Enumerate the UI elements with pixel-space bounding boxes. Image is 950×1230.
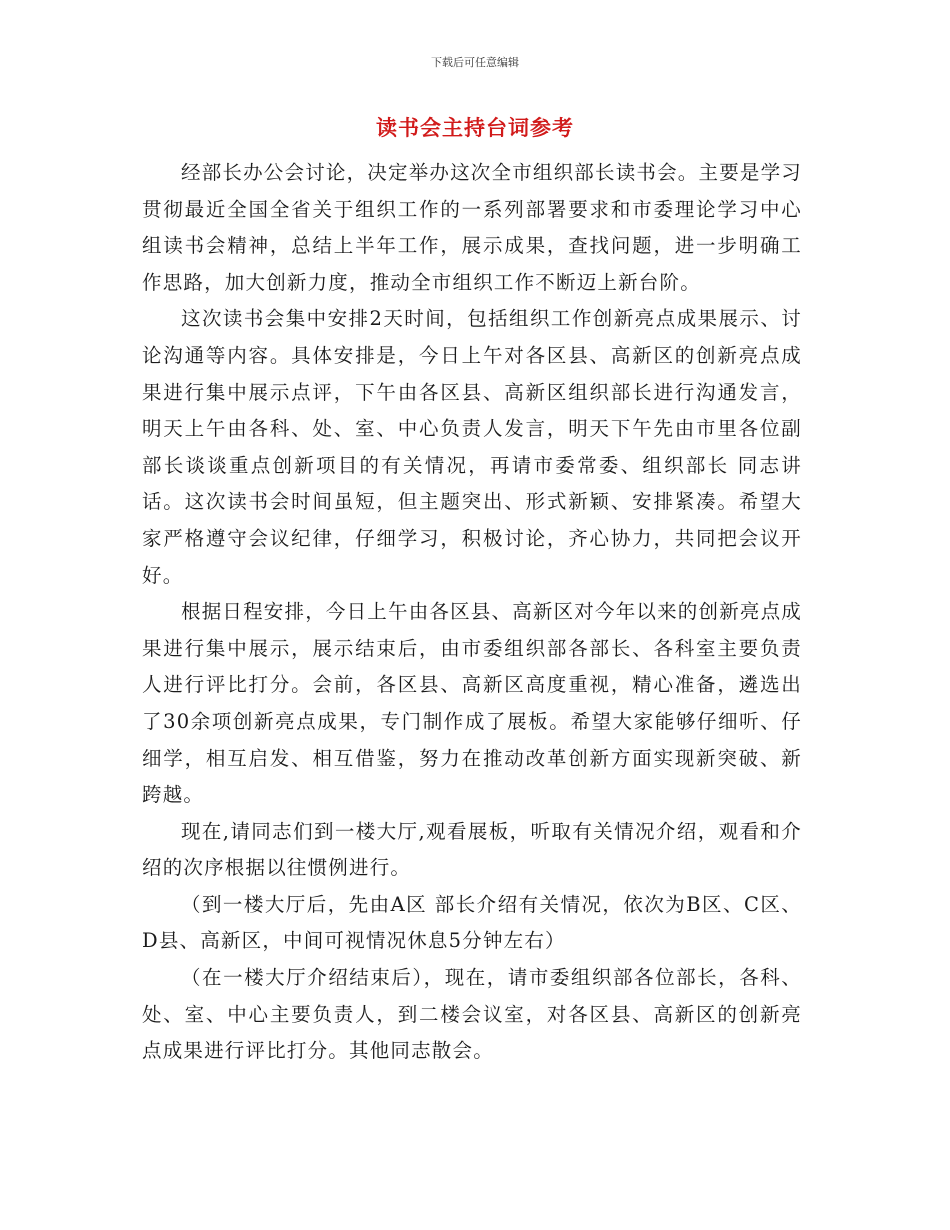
document-title: 读书会主持台词参考 bbox=[376, 116, 574, 140]
paragraph: 这次读书会集中安排2天时间，包括组织工作创新亮点成果展示、讨论沟通等内容。具体安排是，今日上午对各区县、高新区的创新亮点成果进行集中展示点评，下午由各区县、高新区组织部长进行沟通发言，明天上午由各科、处、室、中心负责人发言，明天下午先由市里各位副部长谈谈重点创新项目的有关情况，再请市委常委、组织部长 同志讲话。这次读书会时间虽短，但主题突出、形式新颖、安排紧凑。希望大家严格遵守会议纪律，仔细学习，积极讨论，齐心协力，共同把会议开好。 bbox=[142, 307, 802, 587]
paragraph: （在一楼大厅介绍结束后），现在，请市委组织部各位部长，各科、处、室、中心主要负责人，到二楼会议室，对各区县、高新区的创新亮点成果进行评比打分。其他同志散会。 bbox=[142, 966, 802, 1063]
header-note: 下载后可任意编辑 bbox=[431, 56, 519, 69]
paragraph: （到一楼大厅后，先由A区 部长介绍有关情况，依次为B区、C区、D县、高新区，中间可视情况休息5分钟左右） bbox=[142, 892, 802, 953]
paragraph: 根据日程安排，今日上午由各区县、高新区对今年以来的创新亮点成果进行集中展示，展示结束后，由市委组织部各部长、各科室主要负责人进行评比打分。会前，各区县、高新区高度重视，精心准备，遴选出了30余项创新亮点成果，专门制作成了展板。希望大家能够仔细听、仔细学，相互启发、相互借鉴，努力在推动改革创新方面实现新突破、新跨越。 bbox=[142, 600, 803, 807]
document-body bbox=[142, 155, 802, 1070]
paragraph: 现在,请同志们到一楼大厅,观看展板，听取有关情况介绍，观看和介绍的次序根据以往惯例进行。 bbox=[142, 819, 802, 880]
paragraph: 经部长办公会讨论，决定举办这次全市组织部长读书会。主要是学习贯彻最近全国全省关于组织工作的一系列部署要求和市委理论学习中心组读书会精神，总结上半年工作，展示成果，查找问题，进一步明确工作思路，加大创新力度，推动全市组织工作不断迈上新台阶。 bbox=[142, 161, 803, 294]
